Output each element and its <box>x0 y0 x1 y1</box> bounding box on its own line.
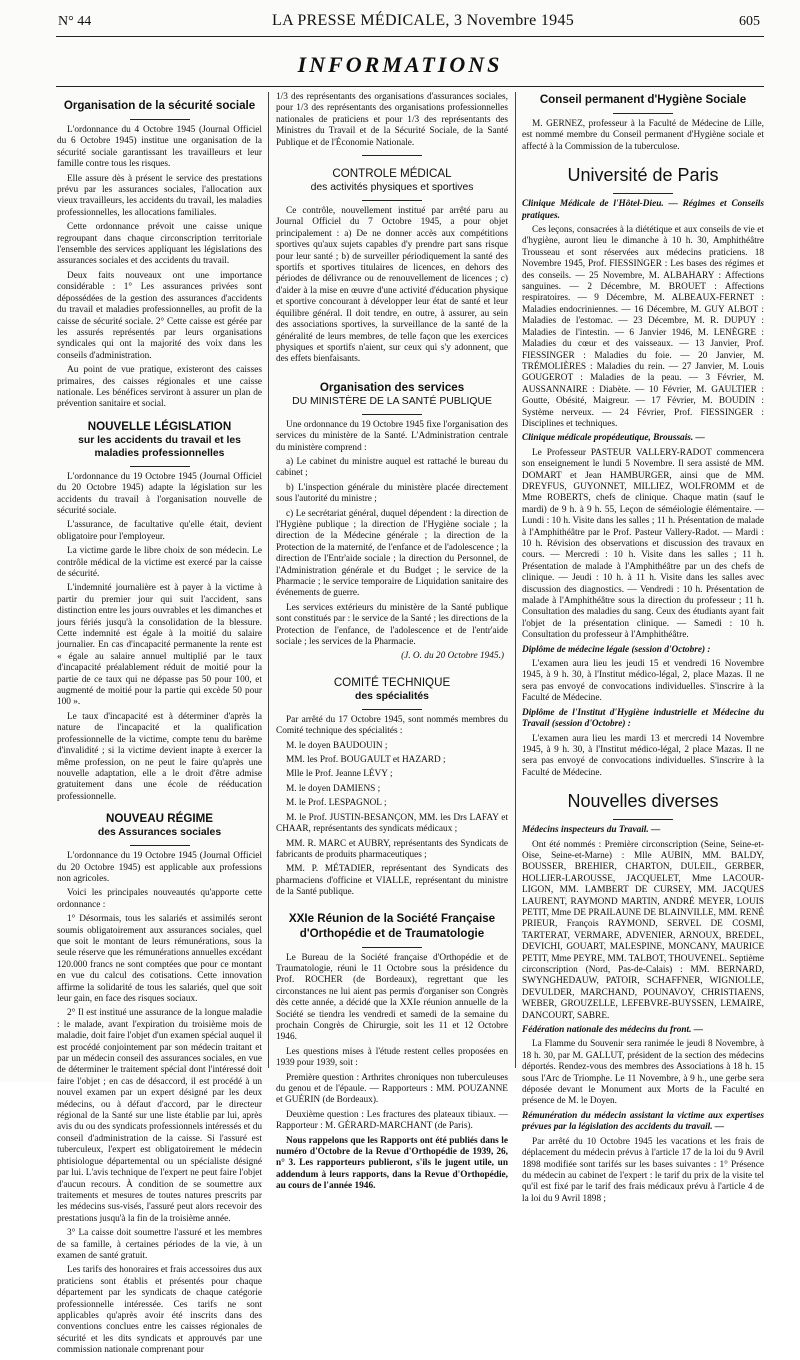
paragraph: L'ordonnance du 19 Octobre 1945 (Journal Officiel du 20 Octobre 1945) est applicable aux professions non agricoles. <box>57 851 262 884</box>
article-controle-medical <box>276 166 508 366</box>
paragraph: Les tarifs des honoraires et frais accessoires dus aux praticiens sont établis et présentés pour chaque département par les syndicats de chaque catégorie professionnelle intéressée. Ces tarifs ne sont applicables qu'après avoir été inscrits dans des conventions conclues entre les caisses régionales de sécurité et les dits syndicats et approuvés par une commission nationale comprenant pour <box>57 1265 262 1356</box>
item-heading: Fédération nationale des médecins du front. — <box>522 1025 704 1036</box>
page-header <box>0 10 800 34</box>
divider <box>613 819 673 820</box>
article-subtitle: des Assurances sociales <box>97 827 222 839</box>
divider <box>362 200 422 201</box>
paragraph: L'assurance, de facultative qu'elle était, devient obligatoire pour l'employeur. <box>57 520 262 542</box>
paragraph: 2° Il est institué une assurance de la longue maladie : le malade, avant l'expiration du troisième mois de maladie, doit faire l'objet d'un examen spécial auquel il est procédé conjointement par son médecin traitant et par un médecin conseil des assurances sociales, en vue de déterminer le traitement spécial dont l'intéressé doit faire l'objet ; en cas de désaccord, il est procédé à un nouvel examen par un expert désigné par les deux médecins, ou à défaut d'accord, par le directeur régional de la Santé sur une liste établie par lui, après avis du ou des syndicats professionnels intéressés et du conseil d'administration de la caisse. Si l'assuré est tuberculeux, l'expert est obligatoirement le médecin phtisiologue départemental ou un spécialiste désigné par lui. L'avis technique de l'expert ne peut faire l'objet d'aucun recours. À condition de se soumettre aux traitements et mesures de toutes natures prescrits par les médecins sus-visés, l'assuré peut alors recevoir des prestations jusqu'à la fin de la troisième année. <box>57 1008 263 1224</box>
article-nouvelles-diverses <box>522 789 764 1205</box>
paragraph: Première question : Arthrites chroniques non tuberculeuses du genou et de l'épaule. — Rapporteurs : MM. POUZANNE et GUÉRIN (de Bordeaux). <box>276 1072 508 1106</box>
paragraph: Les services extérieurs du ministère de la Santé publique sont constitués par : le service de la Santé ; les directions de la Protection de l'enfance, de l'adolescence et de l'entr'aide sociale ; les services de la Pharmacie. <box>276 602 508 648</box>
paragraph: Au point de vue pratique, existeront des caisses primaires, des caisses régionales et une caisse nationale. Les bénéfices serviront à assurer un plan de prévention sanitaire et social. <box>57 365 262 410</box>
article-subtitle: des spécialités <box>355 690 429 702</box>
column-left <box>57 92 262 1360</box>
paragraph: b) L'inspection générale du ministère placée directement sous l'autorité du ministre ; <box>276 482 508 505</box>
paragraph: L'examen aura lieu les jeudi 15 et vendredi 16 Novembre 1945, à 9 h. 30, à l'Institut médico-légal, 2, place Mazas. Il ne sera pas envoyé de convocations individuelles. S'inscrire à la Faculté de Médecine. <box>522 659 764 704</box>
list-item: MM. les Prof. BOUGAULT et HAZARD ; <box>286 755 446 766</box>
article-title: Université de Paris <box>567 165 719 186</box>
paragraph: Ont été nommés : Première circonscription (Seine, Seine-et-Oise, Seine-et-Marne) : Mlle AUBIN, MM. BALDY, BOUSSER, BREHIER, CHARTON, DULEIL, GERBER, HOLLIER-LAROUSSE, JACQUELET, Mme LACOUR-LIGON, MM. LAMBERT DE CURSEY, MM. JACQUES LAURENT, RAYMOND MARTIN, ANDRÉ MEYER, LOUIS PETIT, Mme DE PRAILAUNE DE BLAINVILLE, MM. RENÉ PRIEUR, François RAYMOND, SERVEL DE COSMI, TARTERAT, VERMARE, ADVENIER, ARNOUX, BREDEL, DEVICHI, GOUART, MALESPINE, MONCANY, MAURICE PETIT, Mme PEYRE, MM. TALBOT, THOUVENEL. Septième circonscription (Nord, Pas-de-Calais) : MM. BERNARD, SWYNGHEDAUW, PATOIR, SCHAFFNER, WIGNIOLLE, DEVULDER, MARCHAND, POUNAVOY, CHRISTIAENS, WEBER, GROUZELLE, LEFEBVRE-BUYSSEN, LEMAIRE, DANCOURT, SABRE. <box>522 839 764 1021</box>
paragraph: La victime garde le libre choix de son médecin. Le contrôle médical de la victime est exercé par la caisse de sécurité. <box>57 546 262 579</box>
paragraph: Nous rappelons que les Rapports ont été publiés dans le numéro d'Octobre de la Revue d'Orthopédie de 1939, 26, n° 3. Les rapporteurs publieront, s'ils le jugent utile, un addendum à leurs rapports, dans la Revue d'Orthopédie, au cours de l'année 1946. <box>276 1135 508 1192</box>
paragraph: Le taux d'incapacité est à déterminer d'après la nature de l'incapacité et la qualification professionnelle de la victime, compte tenu du barème d'invalidité ; si la victime devient inapte à exercer la même profession, on ne peut le faire qu'après une nouvelle adaptation, elle a le droit d'être admise gratuitement dans une école de rééducation professionnelle. <box>57 711 262 802</box>
paragraph: M. GERNEZ, professeur à la Faculté de Médecine de Lille, est nommé membre du Conseil permanent d'Hygiène sociale et affecté à la Commission de la tuberculose. <box>522 119 764 152</box>
list-item: MM. R. MARC et AUBRY, représentants des Syndicats de fabricants de produits pharmaceutiques ; <box>276 838 508 860</box>
paragraph: Elle assure dès à présent le service des prestations prévu par les assurances sociales, l'allocation aux vieux travailleurs, les accidents du travail, les maladies professionnelles, les allocations familiales. <box>57 173 262 218</box>
paragraph: 3° La caisse doit soumettre l'assuré et les membres de sa famille, à certaines périodes de la vie, à un examen de santé gratuit. <box>57 1228 262 1261</box>
paragraph: Une ordonnance du 19 Octobre 1945 fixe l'organisation des services du ministère de la Santé. L'Administration centrale du ministère comprend : <box>276 419 508 453</box>
article-title: Conseil permanent d'Hygiène Sociale <box>539 93 747 106</box>
divider <box>613 113 673 114</box>
article-title: NOUVELLE LÉGISLATION <box>87 419 232 433</box>
divider <box>613 193 673 194</box>
paragraph: L'ordonnance du 19 Octobre 1945 (Journal Officiel du 20 Octobre 1945) adapte la législation sur les accidents du travail à l'organisation nouvelle de sécurité sociale. <box>57 471 262 516</box>
list-item: M. le doyen BAUDOUIN ; <box>286 740 388 751</box>
masthead: LA PRESSE MÉDICALE, 3 Novembre 1945 <box>272 12 575 29</box>
item-heading: Diplôme de médecine légale (session d'Octobre) : <box>522 644 711 655</box>
title-rule <box>56 86 764 87</box>
article-subtitle: DU MINISTÈRE DE LA SANTÉ PUBLIQUE <box>292 395 492 407</box>
column-divider <box>515 92 516 1068</box>
article-conseil-hygiene <box>522 92 764 153</box>
article-title: XXIe Réunion de la Société Française d'Orthopédie et de Traumatologie <box>288 911 496 940</box>
item-heading: Clinique Médicale de l'Hôtel-Dieu. — Régimes et Conseils pratiques. <box>522 199 764 221</box>
article-comite-technique <box>276 675 508 899</box>
column-divider <box>268 92 269 1068</box>
article-securite-sociale <box>57 98 262 411</box>
list-item: Mlle le Prof. Jeanne LÉVY ; <box>286 769 393 780</box>
paragraph: Par arrêté du 10 Octobre 1945 les vacations et les frais de déplacement du médecin prévus à l'article 17 de la loi du 9 Avril 1898 modifiée sont tarifés sur les bases suivantes : 1° Présence du médecin au cabinet de l'expert : le tarif du prix de la visite tel qu'il est fixé par le tarif des frais médicaux prévu à l'article 4 de la loi du 9 Avril 1898 ; <box>522 1136 764 1204</box>
article-accidents-travail <box>57 419 262 803</box>
item-heading: Médecins inspecteurs du Travail. — <box>522 825 661 836</box>
source-citation: (J. O. du 20 Octobre 1945.) <box>401 651 504 662</box>
article-title: Nouvelles diverses <box>567 791 719 812</box>
list-item: MM. P. MÉTADIER, représentant des Syndicats des pharmaciens d'officine et VIALLE, représentant du ministre de la Santé publique. <box>276 864 508 898</box>
divider <box>130 845 190 846</box>
article-body <box>57 125 262 411</box>
list-item: M. le Prof. JUSTIN-BESANÇON, MM. les Drs LAFAY et CHAAR, représentants des syndicats médicaux ; <box>276 812 508 835</box>
article-assurances-sociales <box>57 811 262 1356</box>
paragraph: Deuxième question : Les fractures des plateaux tibiaux. — Rapporteur : M. GÉRARD-MARCHANT (de Paris). <box>276 1109 508 1132</box>
article-universite-paris <box>522 163 764 779</box>
paragraph: Le Bureau de la Société française d'Orthopédie et de Traumatologie, réuni le 11 Octobre sous la présidence du Prof. ROCHER (de Bordeaux), regrettant que les circonstances ne lui aient pas permis d'organiser son Congrès dès cette année, a décidé que la XXIe réunion annuelle de la Société se tiendra les vendredi et samedi de la semaine du prochain Congrès de Chirurgie, soit les 11 et 12 Octobre 1946. <box>276 952 508 1043</box>
divider <box>362 155 422 156</box>
paragraph: Par arrêté du 17 Octobre 1945, sont nommés membres du Comité technique des spécialités : <box>276 714 508 737</box>
divider <box>130 466 190 467</box>
article-subtitle: des activités physiques et sportives <box>310 182 474 194</box>
paragraph: Deux faits nouveaux ont une importance considérable : 1° Les assurances privées sont dépossédées de la gestion des assurances d'accidents du travail et maladies professionnelles, au profit de la caisse de sécurité sociale. 2° Cette caisse est gérée par les assurés représentés par leurs organisations syndicales qui ont la majorité des voix dans les conseils d'administration. <box>57 270 262 361</box>
paragraph: La Flamme du Souvenir sera ranimée le jeudi 8 Novembre, à 18 h. 30, par M. GALLUT, président de la section des médecins déportés. Rendez-vous des membres des Associations à 18 h. 15 sous l'Arc de Triomphe. Le 11 Novembre, à 9 h., une gerbe sera déposée devant le Monument aux Morts de la Faculté en présence de M. le Doyen. <box>522 1039 764 1107</box>
article-title: Organisation de la sécurité sociale <box>63 99 256 112</box>
article-title: COMITÉ TECHNIQUE <box>333 675 451 689</box>
paragraph: Ce contrôle, nouvellement institué par arrêté paru au Journal Officiel du 7 Octobre 1945, a pour objet principalement : a) De ne donner accès aux compétitions sportives qu'aux sujets capables d'y prendre part sans risque pour leur santé ; b) de surveiller périodiquement la santé des sportifs et sportives titulaires de licences, en dehors des périodes de délivrance ou de renouvellement de licences ; c) d'aider à la mise en œuvre d'une activité d'éducation physique et sportive concourant à développer leur état de santé et leur équilibre général. Il doit tendre, en outre, à assurer, au sein des associations sportives, la surveillance de la santé de la généralité de leurs membres, de telle façon que les exercices physiques et sportifs n'aient, sur ceux qui s'y adonnent, que des effets bienfaisants. <box>276 206 508 365</box>
paragraph: Les questions mises à l'étude restent celles proposées en 1939 pour 1939, soit : <box>276 1046 508 1069</box>
paragraph: c) Le secrétariat général, duquel dépendent : la direction de l'Hygiène publique ; la direction de l'Hygiène sociale ; la direction de la Médecine générale ; la direction de la Protection de la maternité, de l'enfance et de l'adolescence ; la direction de l'Entr'aide sociale ; la direction du Personnel, de l'Administration générale et du Budget ; le service de la Pharmacie ; le service temporaire de Liquidation sanitaire des événements de guerre. <box>276 508 508 599</box>
paragraph: L'examen aura lieu les mardi 13 et mercredi 14 Novembre 1945, à 9 h. 30, à l'Institut médico-légal, 2 place Mazas. Il ne sera pas envoyé de convocations individuelles. S'inscrire à la Faculté de Médecine. <box>522 733 764 778</box>
header-rule <box>56 36 764 37</box>
paragraph: Cette ordonnance prévoit une caisse unique regroupant dans chaque circonscription territoriale l'ensemble des services appliquant les législations des assurances sociales et des accidents du travail. <box>57 222 262 267</box>
paragraph-continued: 1/3 des représentants des organisations d'assurances sociales, pour 1/3 des représentants des organisations professionnelles nationales de praticiens et pour 1/3 des représentants des Ministres du Travail et de la Sécurité Sociale, de la Santé Publique et de l'Économie Nationale. <box>276 92 508 148</box>
article-title: Organisation des services <box>319 380 465 394</box>
paragraph: a) Le cabinet du ministre auquel est rattaché le bureau du cabinet ; <box>276 456 508 479</box>
paragraph: L'ordonnance du 4 Octobre 1945 (Journal Officiel du 6 Octobre 1945) institue une organisation de la sécurité sociale garantissant les travailleurs et leur famille contre tous les risques. <box>57 125 262 170</box>
article-subtitle: sur les accidents du travail et les maladies professionnelles <box>78 434 241 459</box>
column-middle <box>276 92 508 1196</box>
divider <box>362 947 422 948</box>
item-heading: Clinique médicale propédeutique, Broussais. — <box>522 433 705 444</box>
column-right <box>522 92 764 1208</box>
list-item: M. le Prof. LESPAGNOL ; <box>286 798 387 809</box>
article-title: NOUVEAU RÉGIME <box>106 812 213 826</box>
list-item: M. le doyen DAMIENS ; <box>286 783 381 794</box>
paragraph: L'indemnité journalière est à payer à la victime à partir du premier jour qui suit l'accident, sans distinction entre les jours ouvrables et les dimanches et jours fériés jusqu'à la consolidation de la blessure. Cette indemnité est égale à la moitié du salaire journalier. En cas d'incapacité permanente la rente est « égale au salaire annuel multiplié par le taux d'incapacité préalablement réduit de moitié pour la partie de ce taux qui ne dépasse pas 50 pour 100, et augmenté de moitié pour la partie qui excède 50 pour 100 ». <box>57 583 262 708</box>
issue-number: N° 44 <box>58 14 92 29</box>
article-title: CONTROLE MÉDICAL <box>332 167 452 181</box>
paragraph: Le Professeur PASTEUR VALLERY-RADOT commencera son enseignement le lundi 5 Novembre. Il sera assisté de MM. DOMART et Jean HAMBURGER, ainsi que de MM. DREYFUS, GUYONNET, MILLIEZ, WOLFROMM et de Mme ROBERTS, chefs de clinique. Chaque matin (sauf le mardi) de 9 h. à 9 h. 55, Leçon de séméiologie élémentaire. — Lundi : 10 h. Visite dans les salles ; 11 h. Présentation de malade à l'Amphithéâtre par le Prof. Pasteur Vallery-Radot. — Mardi : 10 h. Révision des observations et discussion des travaux en cours. — Mercredi : 10 h. Visite dans les salles ; 11 h. Présentation de malade à l'Amphithéâtre par un des chefs de clinique. — Jeudi : 10 h. à 11 h. Visite dans les salles avec discussion des diagnostics. — Vendredi : 10 h. Présentation de malade à l'Amphithéâtre sous la direction du professeur ; 11 h. Consultation des maladies du sang. Ceux des étudiants ayant fait l'objet de la présentation clinique. — Samedi : 10 h. Consultation du professeur à l'Amphithéâtre. <box>522 447 764 641</box>
divider <box>362 414 422 415</box>
paragraph: 1° Désormais, tous les salariés et assimilés seront soumis obligatoirement aux assurances sociales, quel que soit le montant de leurs rémunérations, sous la seule réserve que les rémunérations annuelles excédant 120.000 francs ne sont comptées que pour ce montant en vue du calcul des cotisations. Cette innovation affirme la solidarité de tous les salariés, quel que soit leur gain, en face des risques sociaux. <box>57 914 262 1004</box>
item-heading: Rémunération du médecin assistant la victime aux expertises prévues par la législation des accidents du travail. — <box>522 1110 764 1133</box>
divider <box>130 119 190 120</box>
paragraph: Voici les principales nouveautés qu'apporte cette ordonnance : <box>57 888 262 910</box>
divider <box>362 709 422 710</box>
page-number: 605 <box>739 14 760 29</box>
article-ministere-sante <box>276 380 508 663</box>
article-orthopedie <box>276 911 508 1193</box>
section-title: INFORMATIONS <box>297 52 503 77</box>
item-heading: Diplôme de l'Institut d'Hygiène industrielle et Médecine du Travail (session d'Octobre) : <box>522 707 764 730</box>
paragraph: Ces leçons, consacrées à la diététique et aux conseils de vie et d'hygiène, auront lieu le dimanche à 10 h. 30, Amphithéâtre Trousseau et sont réservées aux médecins praticiens. 18 Novembre 1945, Prof. FIESSINGER : Les bases des régimes et des conseils. — 25 Novembre, M. ALBAHARY : Affections sanguines. — 2 Décembre, M. BROUET : Affections respiratoires. — 9 Décembre, M. ALBEAUX-FERNET : Maladies endocriniennes. — 16 Décembre, M. GUY ALBOT : Maladies de l'estomac. — 23 Décembre, M. R. DUPUY : Maladies de l'intestin. — 6 Janvier 1946, M. LENÈGRE : Maladies du cœur et des vaisseaux. — 13 Janvier, Prof. FIESSINGER : Maladies du foie. — 20 Janvier, M. TRÉMOLIÈRES : Maladies du rein. — 27 Janvier, M. Louis GOUGEROT : Maladies de la peau. — 3 Février, M. AUSSANNAIRE : Diabète. — 10 Février, M. GAULTIER : Goutte, Obésité, Maigreur. — 17 Février, M. BOUDIN : Système nerveux. — 24 Février, Prof. FIESSINGER : Disciplines et techniques. <box>522 225 764 429</box>
